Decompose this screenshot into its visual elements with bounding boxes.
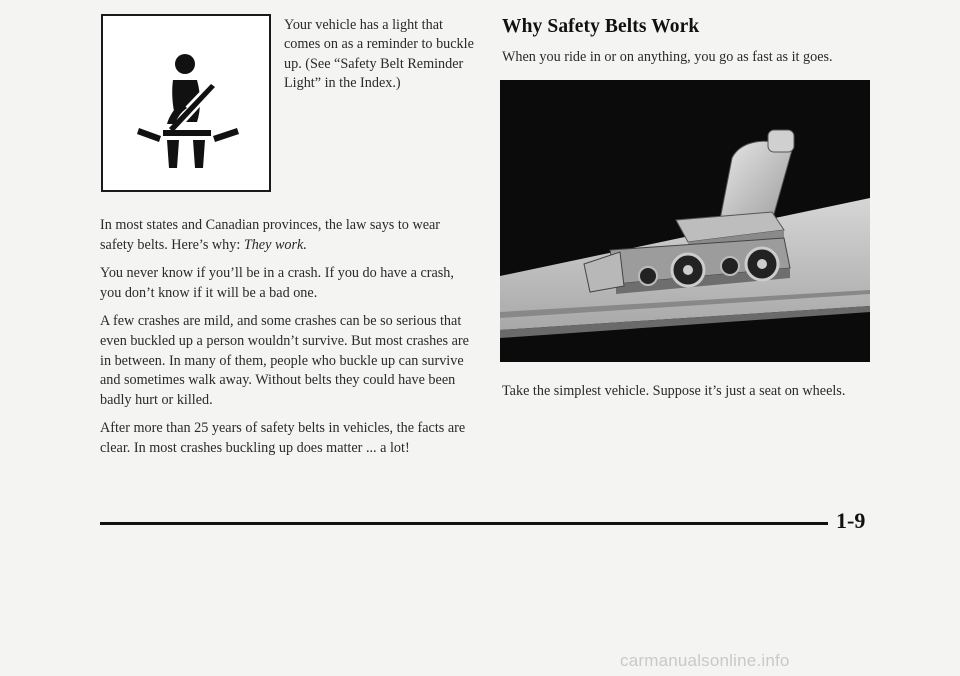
watermark[interactable]: carmanualsonline.info <box>620 651 790 670</box>
footer-rule <box>100 522 828 525</box>
section-intro: When you ride in or on anything, you go as fast as it goes. <box>502 49 833 65</box>
paragraph-facts: After more than 25 years of safety belts in vehicles, the facts are clear. In most crashes buckling up does matter ... a lot! <box>100 420 466 456</box>
page-number: 1-9 <box>836 508 866 533</box>
seat-on-wheels-photo <box>500 80 870 362</box>
paragraph-law-emphasis: They work. <box>243 236 307 253</box>
paragraph-law <box>100 216 470 255</box>
section-heading: Why Safety Belts Work <box>502 16 700 37</box>
seatbelt-reminder-icon <box>135 50 241 170</box>
seat-on-wheels-illustration <box>500 80 870 362</box>
paragraph-law-text: In most states and Canadian provinces, the law says to wear safety belts. Here’s why: <box>100 217 441 253</box>
seatbelt-icon-box <box>101 14 271 192</box>
paragraph-severity: A few crashes are mild, and some crashes can be so serious that even buckled up a person wouldn’t survive. But most crashes are in between. In many of them, people who buckle up can survive and sometimes walk away. Without belts they could have been badly hurt or killed. <box>100 313 469 408</box>
paragraph-crash: You never know if you’ll be in a crash. If you do have a crash, you don’t know if it will be a bad one. <box>100 265 454 301</box>
left-column-text <box>100 216 470 468</box>
seatbelt-reminder-text: Your vehicle has a light that comes on as a reminder to buckle up. (See “Safety Belt Reminder Light” in the Index.) <box>284 17 474 92</box>
photo-caption: Take the simplest vehicle. Suppose it’s just a seat on wheels. <box>502 383 846 399</box>
